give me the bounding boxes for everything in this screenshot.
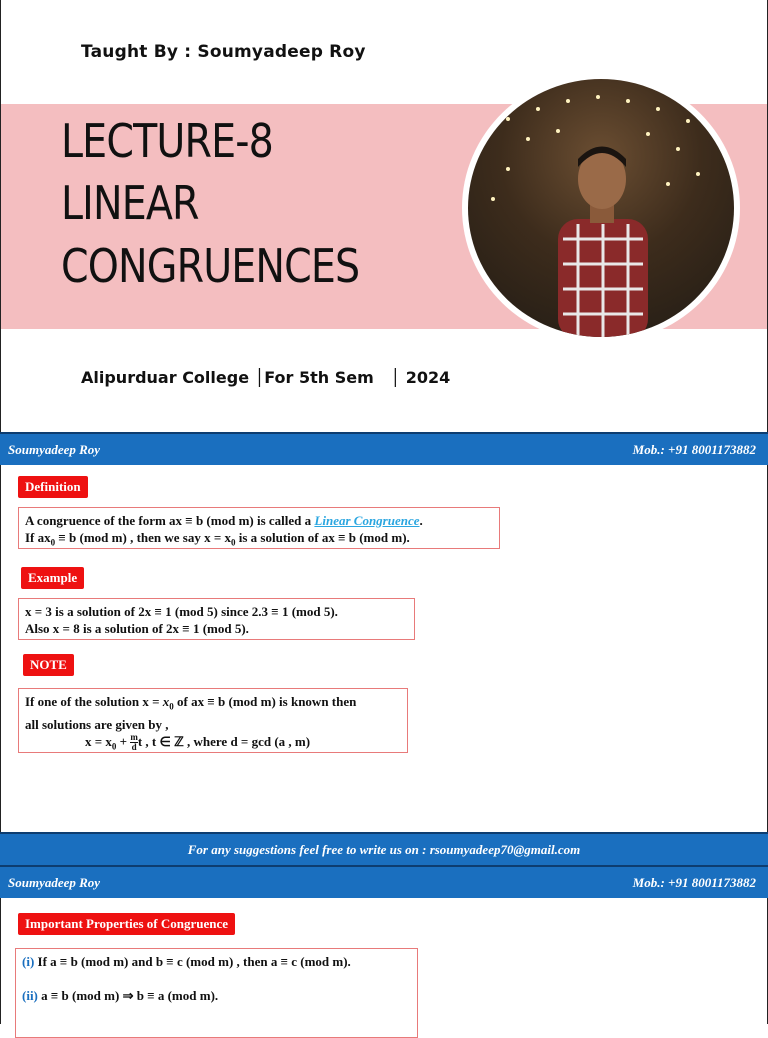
instructor-photo [462, 73, 740, 343]
property-1: (i) If a ≡ b (mod m) and b ≡ c (mod m) , then a ≡ c (mod m). [22, 954, 351, 969]
definition-tag: Definition [18, 476, 88, 498]
note-line-1: If one of the solution $x = x_0$ of ax ≡ b (mod m) is known then [25, 694, 357, 712]
author-name: Soumyadeep Roy [8, 875, 101, 890]
example-box [18, 598, 415, 640]
page3-header [0, 865, 768, 898]
example-tag: Example [21, 567, 84, 589]
page2-header [0, 432, 768, 465]
page2-body [0, 465, 768, 832]
author-mobile: Mob.: +91 8001173882 [632, 442, 756, 457]
note-formula: $x = x_0$ + $\frac{m}{d}$ t , t ∈ ℤ , where d = gcd (a , m) [85, 732, 311, 753]
title-line-3: CONGRUENCES [61, 239, 360, 293]
example-line-1: x = 3 is a solution of 2x ≡ 1 (mod 5) since 2.3 ≡ 1 (mod 5). [25, 604, 338, 619]
taught-by: Taught By : Soumyadeep Roy [81, 42, 366, 62]
fraction-m-over-d: $\frac{m}{d}$ [130, 732, 138, 753]
definition-line-1: A congruence of the form ax ≡ b (mod m) is called a Linear Congruence. [25, 513, 423, 528]
property-2: (ii) a ≡ b (mod m) ⇒ b ≡ a (mod m). [22, 988, 219, 1003]
title-line-1: LECTURE-8 [61, 114, 273, 168]
example-line-2: Also x = 8 is a solution of 2x ≡ 1 (mod 5). [25, 621, 249, 636]
note-line-2: all solutions are given by , [25, 716, 169, 732]
definition-box [18, 507, 500, 549]
suggestion-email: For any suggestions feel free to write us on : rsoumyadeep70@gmail.com [187, 842, 581, 857]
note-box [18, 688, 408, 753]
note-tag: NOTE [23, 654, 74, 676]
definition-line-2: If $ax_0 \equiv b$ (mod m) , then we say $x = x_0$ is a solution of ax ≡ b (mod m). [25, 530, 410, 548]
linear-congruence-link[interactable]: Linear Congruence [314, 513, 420, 528]
author-name: Soumyadeep Roy [8, 442, 101, 457]
properties-tag: Important Properties of Congruence [18, 913, 235, 935]
title-line-2: LINEAR [61, 176, 199, 230]
college-info: Alipurduar College │For 5th Sem │ 2024 [81, 368, 451, 387]
page3-body [0, 898, 768, 1024]
cover-page [0, 0, 768, 432]
instructor-photo-image [468, 79, 734, 337]
author-mobile: Mob.: +91 8001173882 [632, 875, 756, 890]
page2-footer [0, 832, 768, 865]
properties-box [15, 948, 418, 1038]
